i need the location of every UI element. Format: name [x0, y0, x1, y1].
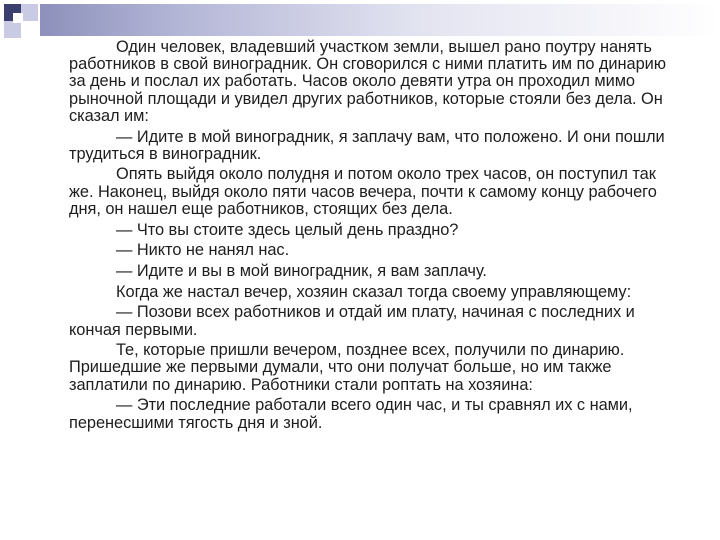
paragraph: — Позови всех работников и отдай им плату, начиная с последних и кончая первыми. — [69, 303, 635, 339]
paragraph: — Эти последние работали всего один час, и ты сравнял их с нами, перенесшими тягость дня и зной. — [69, 396, 633, 432]
header-gradient-bar — [40, 4, 720, 36]
slide-header-decoration — [0, 0, 720, 42]
parable-text — [69, 39, 669, 435]
decor-square-white — [21, 21, 38, 38]
decor-square-center — [13, 13, 23, 23]
paragraph: Когда же настал вечер, хозяин сказал тогда своему управляющему: — [116, 282, 632, 301]
paragraph: Один человек, владевший участком земли, вышел рано поутру нанять работников в свой виноградник. Он сговорился с ними платить им по динарию за день и послал их работать. Часов около девяти утра он проходил мимо рыночной площади и увидел других работников, которые стояли без дела. Он сказал им: — [69, 38, 667, 125]
paragraph: Опять выйдя около полудня и потом около трех часов, он поступил так же. Наконец, выйдя около пяти часов вечера, почти к самому концу рабочего дня, он нашел еще работников, стоящих без дела. — [69, 165, 657, 218]
paragraph: — Что вы стоите здесь целый день праздно? — [116, 220, 459, 239]
decor-square-light — [21, 4, 38, 21]
paragraph: — Никто не нанял нас. — [116, 241, 290, 260]
decor-square-light — [4, 21, 21, 38]
paragraph: — Идите в мой виноградник, я заплачу вам, что положено. И они пошли трудиться в виноградник. — [69, 127, 665, 163]
paragraph: — Идите и вы в мой виноградник, я вам заплачу. — [116, 261, 487, 280]
paragraph: Те, которые пришли вечером, позднее всех, получили по динарию. Пришедшие же первыми думали, что они получат больше, но им также заплатили по динарию. Работники стали роптать на хозяина: — [69, 341, 625, 394]
